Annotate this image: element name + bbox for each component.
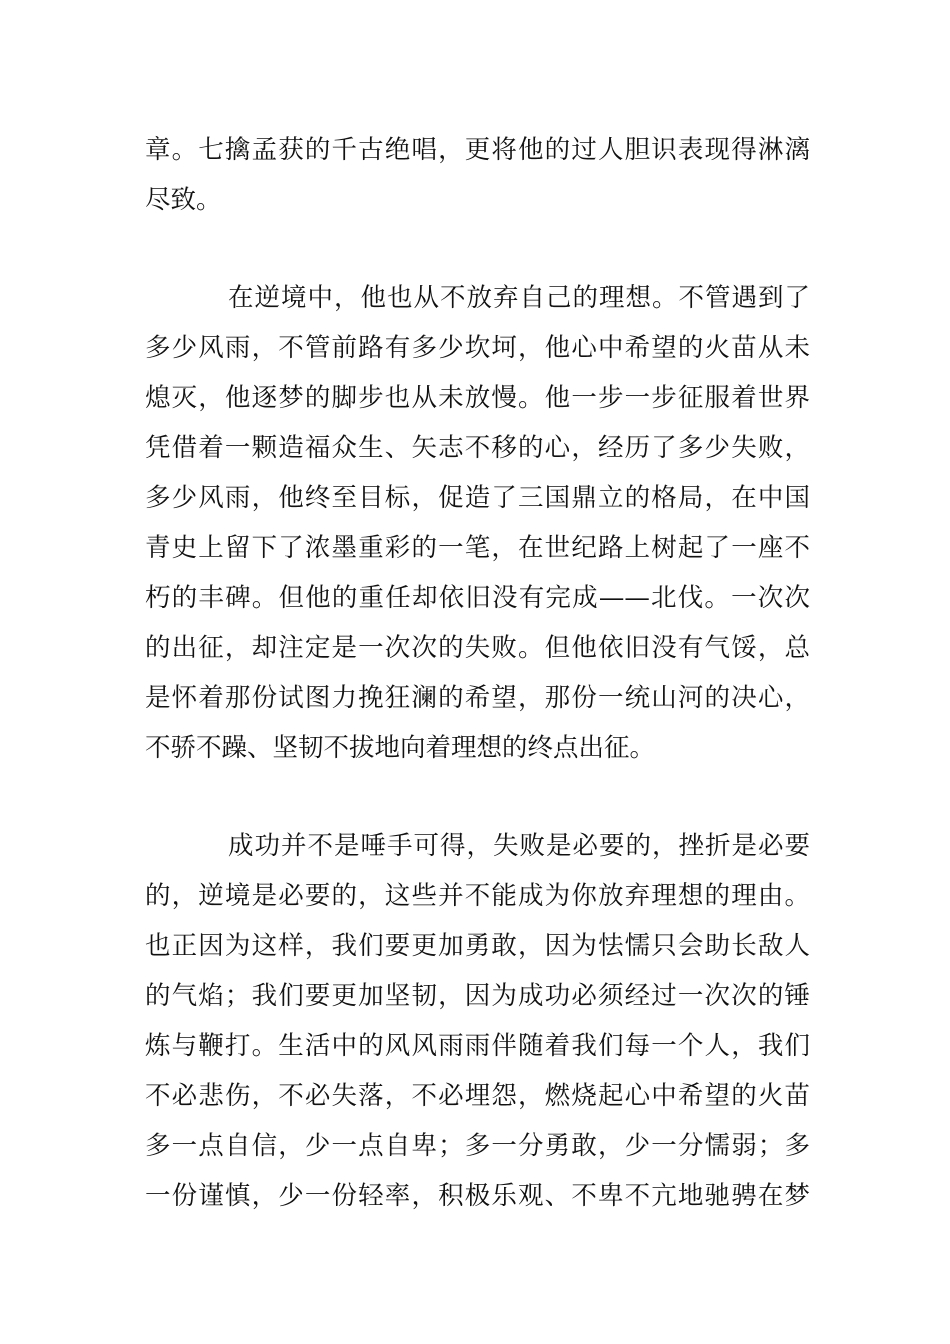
paragraph-2-line-2: 多少风雨，不管前路有多少坎坷，他心中希望的火苗从未 bbox=[145, 333, 810, 363]
paragraph-2-line-5: 多少风雨，他终至目标，促造了三国鼎立的格局，在中国 bbox=[145, 483, 810, 513]
paragraph-3-line-1: 成功并不是唾手可得，失败是必要的，挫折是必要 bbox=[228, 831, 810, 861]
paragraph-3-line-3: 也正因为这样，我们要更加勇敢，因为怯懦只会助长敌人 bbox=[145, 931, 810, 961]
paragraph-2-line-6: 青史上留下了浓墨重彩的一笔，在世纪路上树起了一座不 bbox=[145, 533, 810, 563]
paragraph-3-line-6: 不必悲伤，不必失落，不必埋怨，燃烧起心中希望的火苗 bbox=[145, 1081, 810, 1111]
paragraph-2-line-4: 凭借着一颗造福众生、矢志不移的心，经历了多少失败， bbox=[145, 433, 810, 463]
paragraph-1-line-1: 章。七擒孟获的千古绝唱，更将他的过人胆识表现得淋漓 bbox=[145, 135, 810, 165]
paragraph-3-line-7: 多一点自信，少一点自卑；多一分勇敢，少一分懦弱；多 bbox=[145, 1131, 810, 1161]
paragraph-2-line-7: 朽的丰碑。但他的重任却依旧没有完成——北伐。一次次 bbox=[145, 583, 810, 613]
paragraph-3-line-2: 的，逆境是必要的，这些并不能成为你放弃理想的理由。 bbox=[145, 881, 810, 911]
paragraph-1-line-2: 尽致。 bbox=[145, 185, 222, 215]
paragraph-3-line-8: 一份谨慎，少一份轻率，积极乐观、不卑不亢地驰骋在梦 bbox=[145, 1181, 810, 1211]
paragraph-2-line-10: 不骄不躁、坚韧不拔地向着理想的终点出征。 bbox=[145, 733, 656, 763]
paragraph-2-line-3: 熄灭，他逐梦的脚步也从未放慢。他一步一步征服着世界 bbox=[145, 383, 810, 413]
paragraph-3-line-4: 的气焰；我们要更加坚韧，因为成功必须经过一次次的锤 bbox=[145, 981, 810, 1011]
paragraph-2-line-1: 在逆境中，他也从不放弃自己的理想。不管遇到了 bbox=[228, 283, 810, 313]
paragraph-3-line-5: 炼与鞭打。生活中的风风雨雨伴随着我们每一个人，我们 bbox=[145, 1031, 810, 1061]
paragraph-2-line-9: 是怀着那份试图力挽狂澜的希望，那份一统山河的决心， bbox=[145, 683, 810, 713]
paragraph-2-line-8: 的出征，却注定是一次次的失败。但他依旧没有气馁，总 bbox=[145, 633, 810, 663]
